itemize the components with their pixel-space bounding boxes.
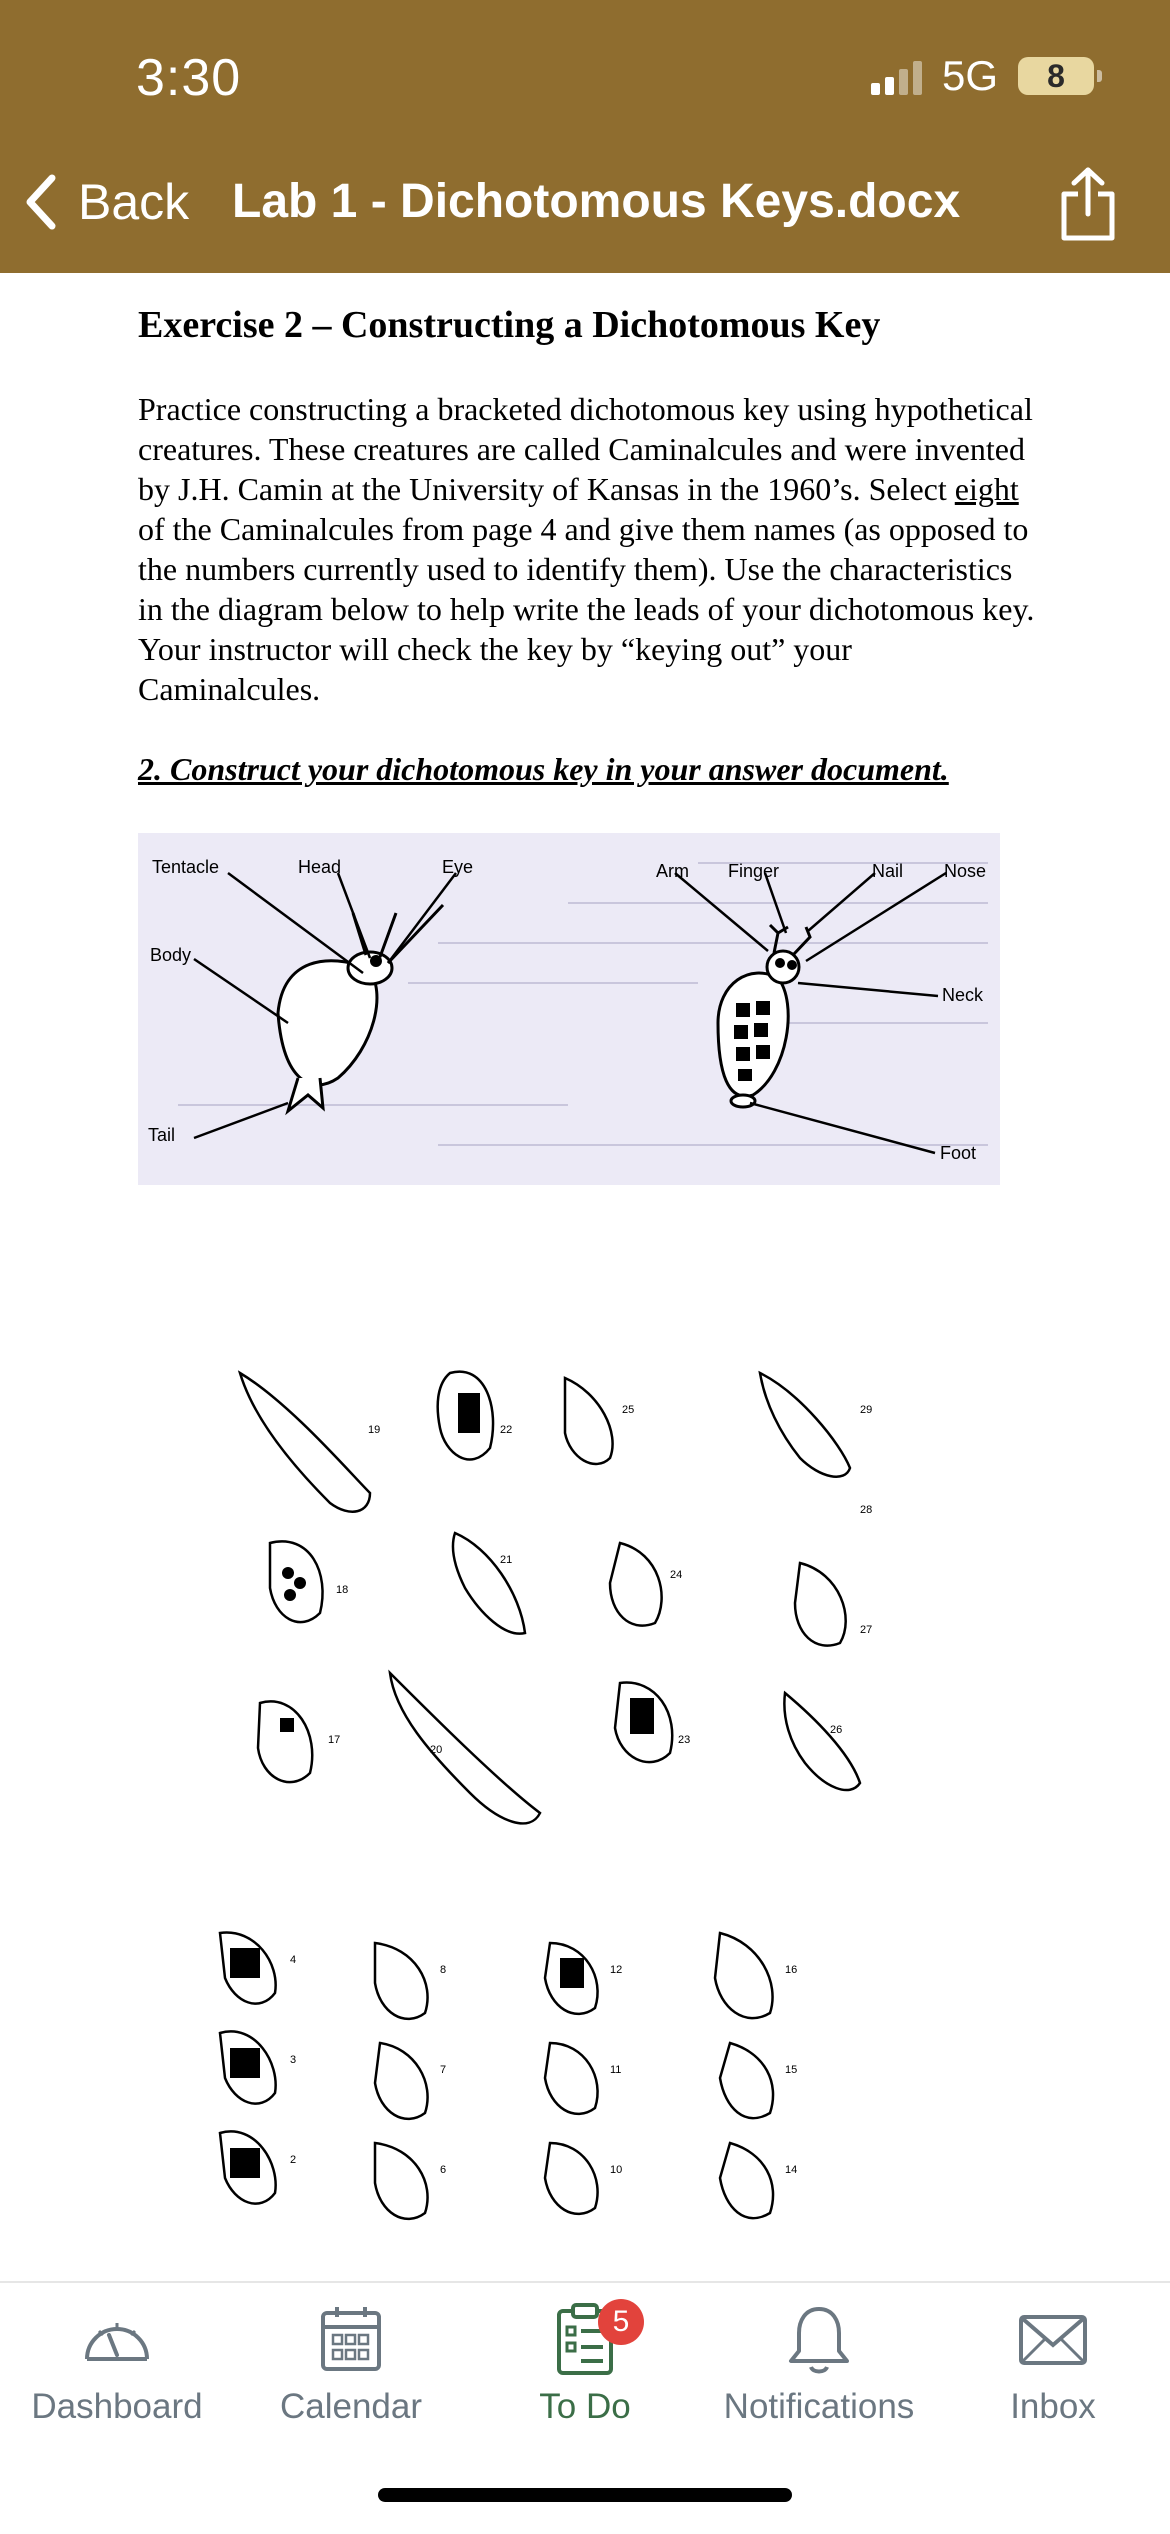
task-instruction: 2. Construct your dichotomous key in your answer document. — [138, 751, 949, 787]
tab-label-todo: To Do — [539, 2387, 631, 2426]
specimen-number: 29 — [860, 1404, 873, 1416]
exercise-paragraph — [138, 389, 1038, 709]
label-arm: Arm — [656, 861, 689, 881]
specimen-number: 15 — [785, 2064, 798, 2076]
specimen-number: 8 — [440, 1964, 447, 1976]
anatomy-drawing — [138, 833, 1000, 1185]
tab-label-dashboard: Dashboard — [31, 2387, 203, 2426]
status-indicators — [871, 52, 1094, 100]
label-tentacle: Tentacle — [152, 857, 220, 877]
specimen-number: 6 — [440, 2164, 447, 2176]
label-head: Head — [298, 857, 342, 877]
status-time: 3:30 — [136, 49, 242, 107]
document-title: Lab 1 - Dichotomous Keys.docx — [232, 175, 961, 228]
specimen-number: 25 — [622, 1404, 635, 1416]
paragraph-end: of the Caminalcules from page 4 and give them names (as opposed to the numbers currently used to identify them). Use the characteristics in the diagram below to help write the leads of your dichotomous key. Your instructor will check the key by “keying out” your Caminalcules. — [138, 511, 1035, 707]
document-view[interactable] — [0, 273, 1170, 2281]
tab-dashboard[interactable] — [0, 2301, 234, 2427]
calendar-icon — [313, 2301, 389, 2377]
battery-icon: 8 — [1018, 57, 1094, 95]
dashboard-gauge-icon — [79, 2301, 155, 2377]
chevron-left-icon — [24, 172, 58, 232]
specimen-number: 18 — [336, 1584, 349, 1596]
specimen-number: 27 — [860, 1624, 873, 1636]
specimen-number: 26 — [830, 1724, 843, 1736]
tab-label-inbox: Inbox — [1010, 2387, 1096, 2426]
specimen-number: 21 — [500, 1554, 513, 1566]
specimen-number: 28 — [860, 1504, 873, 1516]
specimen-number: 10 — [610, 2164, 623, 2176]
specimen-number: 20 — [430, 1744, 443, 1756]
tab-todo[interactable] — [468, 2301, 702, 2427]
caminalcule-anatomy-diagram — [138, 833, 1000, 1185]
label-tail: Tail — [148, 1125, 176, 1145]
specimen-number: 7 — [440, 2064, 447, 2076]
exercise-heading: Exercise 2 – Constructing a Dichotomous Key — [138, 304, 881, 346]
app-header — [0, 0, 1170, 273]
specimen-number: 12 — [610, 1964, 623, 1976]
share-icon[interactable] — [1058, 166, 1118, 242]
label-finger: Finger — [728, 861, 780, 881]
specimen-number: 22 — [500, 1424, 513, 1436]
tab-label-notifications: Notifications — [723, 2387, 915, 2426]
label-eye: Eye — [442, 857, 474, 877]
paragraph-underlined: eight — [954, 471, 1019, 507]
bell-icon — [781, 2301, 857, 2377]
specimen-number: 14 — [785, 2164, 798, 2176]
envelope-icon — [1015, 2301, 1091, 2377]
tab-calendar[interactable] — [234, 2301, 468, 2427]
label-body: Body — [150, 945, 192, 965]
specimen-number: 19 — [368, 1424, 381, 1436]
home-indicator[interactable] — [378, 2488, 792, 2502]
tab-label-calendar: Calendar — [279, 2387, 423, 2426]
specimen-number: 4 — [290, 1954, 297, 1966]
specimen-number: 3 — [290, 2054, 297, 2066]
back-label: Back — [78, 174, 190, 230]
cellular-signal-icon — [871, 57, 922, 95]
specimen-number: 23 — [678, 1734, 691, 1746]
label-nose: Nose — [944, 861, 987, 881]
paragraph-start: Practice constructing a bracketed dichotomous key using hypothetical creatures. These creatures are called Caminalcules and were invented by J.H. Camin at the University of Kansas in the 1960’s. Select — [138, 391, 1033, 507]
specimen-number: 2 — [290, 2154, 297, 2166]
specimen-number: 11 — [610, 2064, 622, 2076]
specimen-number: 17 — [328, 1734, 341, 1746]
todo-badge: 5 — [598, 2299, 644, 2345]
label-neck: Neck — [942, 985, 984, 1005]
label-nail: Nail — [872, 861, 904, 881]
tab-inbox[interactable] — [936, 2301, 1170, 2427]
label-foot: Foot — [940, 1143, 977, 1163]
back-button[interactable] — [24, 172, 189, 232]
specimen-number: 16 — [785, 1964, 798, 1976]
specimen-number: 24 — [670, 1569, 683, 1581]
caminalcule-specimens — [200, 1333, 980, 2281]
network-type: 5G — [941, 52, 998, 99]
tab-notifications[interactable] — [702, 2301, 936, 2427]
